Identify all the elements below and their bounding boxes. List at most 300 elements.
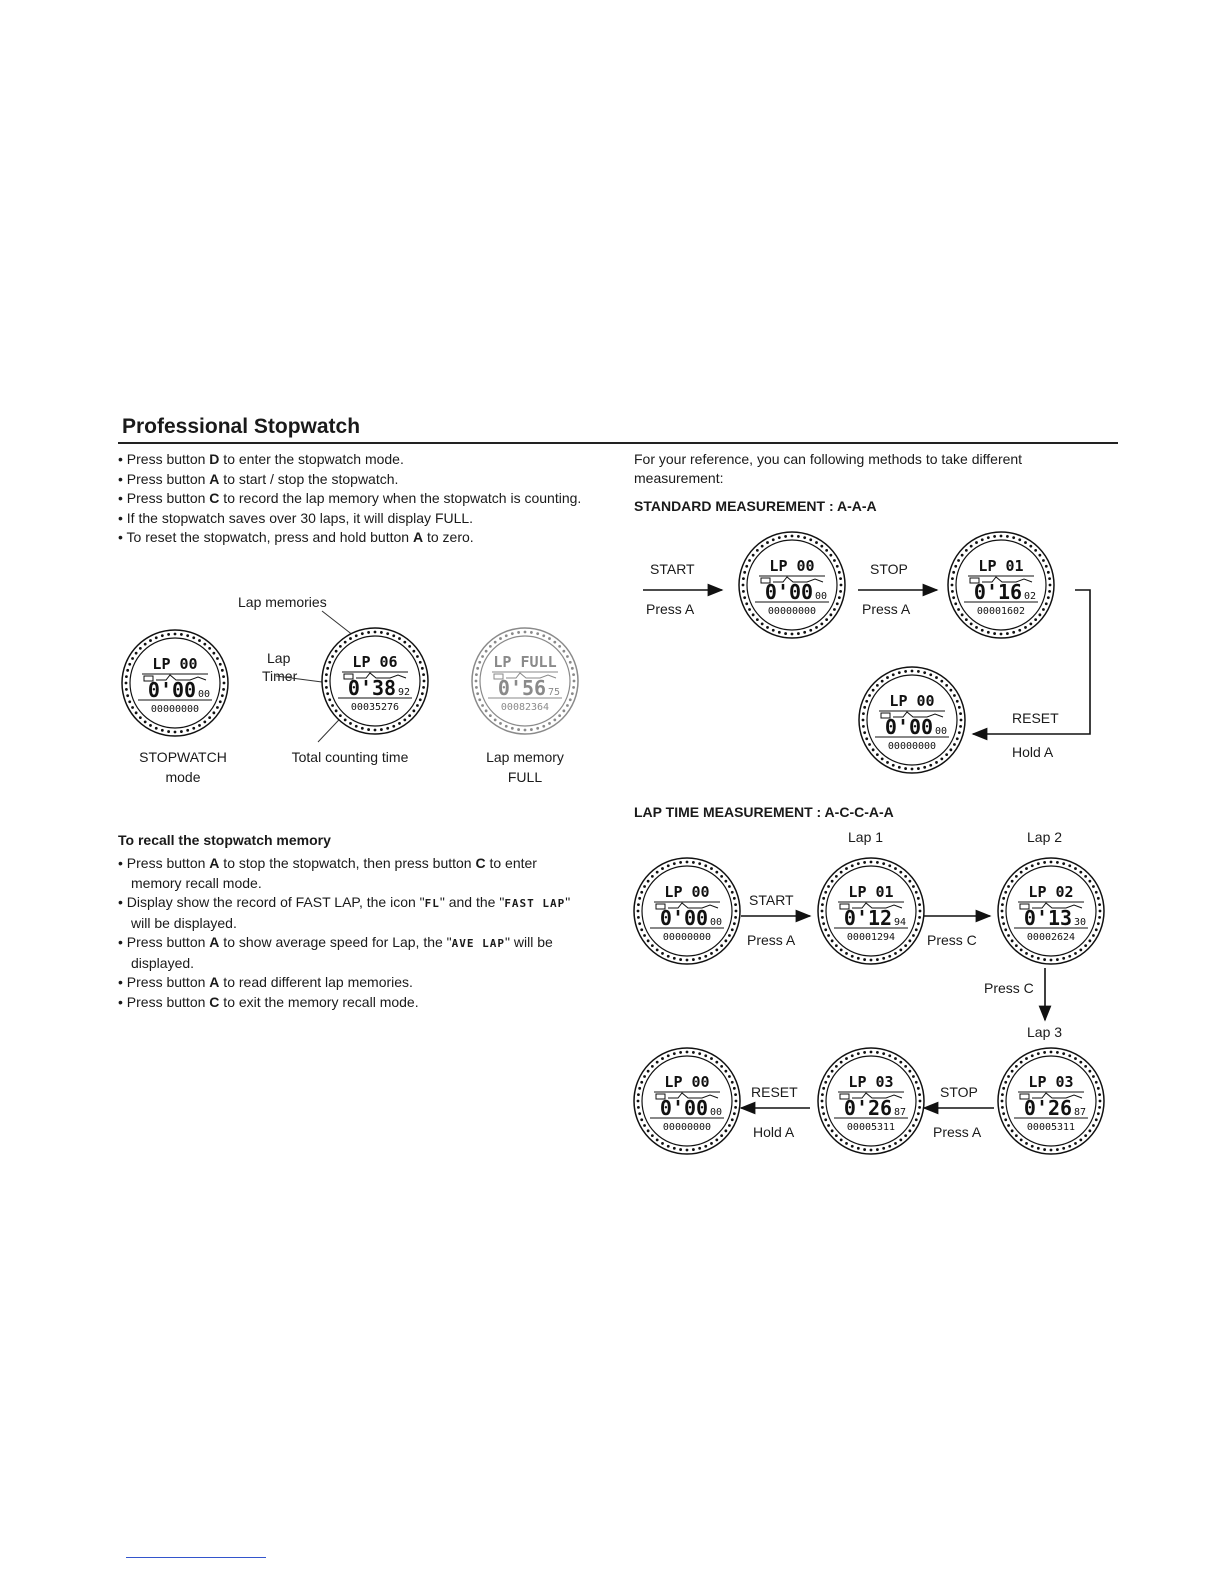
bezel-dot — [1099, 910, 1102, 913]
bezel-dot — [863, 1051, 866, 1054]
bezel-dot — [1011, 880, 1014, 883]
bezel-dot — [863, 731, 866, 734]
lcd-top-text: LP 03 — [1028, 1073, 1074, 1091]
bezel-dot — [643, 934, 646, 937]
bezel-dot — [161, 634, 164, 637]
bezel-dot — [831, 1070, 834, 1073]
bezel-dot — [915, 928, 918, 931]
bezel-dot — [638, 1112, 641, 1115]
bezel-dot — [326, 667, 329, 670]
watch-face-svg — [632, 1046, 742, 1156]
bezel-dot — [821, 1100, 824, 1103]
bezel-dot — [212, 652, 215, 655]
bezel-dot — [192, 727, 195, 730]
bezel-dot — [1068, 1145, 1071, 1148]
bezel-dot — [679, 861, 682, 864]
bezel-dot — [822, 1087, 825, 1090]
lcd-main-time: 0'00 — [659, 1096, 709, 1120]
bezel-dot — [494, 718, 497, 721]
bezel-dot — [476, 692, 479, 695]
bezel-dot — [667, 1054, 670, 1057]
bezel-dot — [929, 673, 932, 676]
bezel-dot — [870, 1051, 873, 1054]
bezel-dot — [803, 631, 806, 634]
bezel-dot — [911, 670, 914, 673]
bezel-dot — [1097, 922, 1100, 925]
bezel-dot — [656, 871, 659, 874]
bezel-dot — [1006, 535, 1009, 538]
bezel-dot — [886, 676, 889, 679]
bezel-dot — [128, 663, 131, 666]
bezel-dot — [386, 727, 389, 730]
lcd-hundredths: 00 — [814, 591, 828, 602]
bezel-dot — [761, 545, 764, 548]
bezel-dot — [1025, 952, 1028, 955]
full-caption-1: Lap memory — [486, 749, 564, 765]
bezel-dot — [135, 711, 138, 714]
bezel-dot — [572, 686, 575, 689]
bezel-dot — [1079, 1138, 1082, 1141]
bezel-dot — [960, 719, 963, 722]
bezel-dot — [1056, 958, 1059, 961]
intro-bullet: • Press button D to enter the stopwatch mode. — [118, 450, 588, 470]
bezel-dot — [558, 645, 561, 648]
bezel-dot — [821, 903, 824, 906]
bezel-dot — [155, 727, 158, 730]
bezel-dot — [355, 634, 358, 637]
bezel-dot — [820, 622, 823, 625]
bezel-dot — [1034, 549, 1037, 552]
bezel-dot — [679, 1051, 682, 1054]
recall-bullet: • Press button C to exit the memory recall mode. — [118, 993, 588, 1013]
bezel-dot — [904, 670, 907, 673]
bezel-dot — [715, 948, 718, 951]
bezel-dot — [1088, 1129, 1091, 1132]
bezel-dot — [530, 631, 533, 634]
bezel-dot — [128, 700, 131, 703]
bezel-dot — [965, 618, 968, 621]
lcd-total-time: 00000000 — [662, 1122, 712, 1133]
lcd-total-time: 00001294 — [846, 932, 896, 943]
bezel-dot — [915, 1118, 918, 1121]
bezel-dot — [167, 730, 170, 733]
lcd-hundredths: 00 — [934, 726, 948, 737]
bezel-dot — [548, 637, 551, 640]
bezel-dot — [637, 1106, 640, 1109]
bezel-dot — [821, 1093, 824, 1096]
lcd-main-time: 0'00 — [764, 580, 814, 604]
bezel-dot — [673, 1052, 676, 1055]
bezel-dot — [1062, 957, 1065, 960]
bezel-dot — [704, 1054, 707, 1057]
bezel-dot — [155, 636, 158, 639]
bezel-dot — [331, 704, 334, 707]
bezel-dot — [894, 1142, 897, 1145]
bezel-dot — [825, 549, 828, 552]
bezel-dot — [412, 709, 415, 712]
bezel-dot — [863, 958, 866, 961]
bezel-dot — [1038, 613, 1041, 616]
bezel-dot — [1025, 1057, 1028, 1060]
bezel-dot — [868, 743, 871, 746]
bezel-dot — [959, 712, 962, 715]
bezel-dot — [865, 737, 868, 740]
bezel-dot — [422, 686, 425, 689]
bezel-dot — [912, 885, 915, 888]
bezel-dot — [1045, 602, 1048, 605]
bezel-dot — [908, 880, 911, 883]
bezel-dot — [569, 698, 572, 701]
watch-face-svg — [816, 1046, 926, 1156]
bezel-dot — [403, 718, 406, 721]
bezel-dot — [558, 714, 561, 717]
bezel-dot — [898, 766, 901, 769]
bezel-dot — [126, 694, 129, 697]
bezel-dot — [734, 1106, 737, 1109]
bezel-dot — [912, 1075, 915, 1078]
watch-face-svg — [946, 530, 1056, 640]
bezel-dot — [553, 641, 556, 644]
bezel-dot — [1024, 541, 1027, 544]
bezel-dot — [862, 719, 865, 722]
bezel-dot — [752, 554, 755, 557]
watch-lt-lap1 — [816, 856, 926, 971]
bezel-dot — [1020, 1061, 1023, 1064]
bezel-dot — [710, 952, 713, 955]
bezel-dot — [667, 1145, 670, 1148]
bezel-dot — [1092, 1075, 1095, 1078]
fast-lap-icon: FL — [424, 897, 440, 910]
lcd-total-time: 00001602 — [976, 606, 1026, 617]
lt-press-c-1: Press C — [927, 932, 977, 948]
bezel-dot — [835, 875, 838, 878]
bezel-dot — [745, 565, 748, 568]
bezel-dot — [957, 559, 960, 562]
bezel-dot — [566, 704, 569, 707]
bezel-dot — [524, 631, 527, 634]
bezel-dot — [367, 631, 370, 634]
bezel-dot — [637, 910, 640, 913]
bezel-dot — [870, 1149, 873, 1152]
bezel-dot — [710, 1142, 713, 1145]
bezel-dot — [637, 916, 640, 919]
bezel-dot — [419, 661, 422, 664]
lcd-hundredths: 00 — [709, 917, 723, 928]
bezel-dot — [840, 871, 843, 874]
bezel-dot — [692, 1051, 695, 1054]
bezel-dot — [643, 885, 646, 888]
lcd-total-time: 00000000 — [887, 741, 937, 752]
watch-face-svg — [996, 1046, 1106, 1156]
lcd-top-text: LP 00 — [889, 692, 935, 710]
bezel-dot — [827, 934, 830, 937]
bezel-dot — [647, 1129, 650, 1132]
bezel-dot — [917, 670, 920, 673]
bezel-dot — [1074, 952, 1077, 955]
bezel-dot — [511, 727, 514, 730]
bezel-dot — [1024, 626, 1027, 629]
lt-hold-a: Hold A — [753, 1124, 795, 1140]
bezel-dot — [208, 647, 211, 650]
bezel-dot — [912, 934, 915, 937]
lcd-total-time: 00002624 — [1026, 932, 1076, 943]
bezel-dot — [836, 565, 839, 568]
bezel-dot — [485, 709, 488, 712]
bezel-dot — [940, 680, 943, 683]
bezel-dot — [1074, 1142, 1077, 1145]
watch-face-svg — [320, 626, 430, 736]
bezel-dot — [1004, 891, 1007, 894]
bezel-dot — [1097, 897, 1100, 900]
bezel-dot — [724, 880, 727, 883]
bezel-dot — [125, 682, 128, 685]
lcd-main-time: 0'00 — [659, 906, 709, 930]
bezel-dot — [423, 680, 426, 683]
bezel-dot — [1098, 903, 1101, 906]
bezel-dot — [125, 688, 128, 691]
bezel-dot — [1029, 622, 1032, 625]
bezel-dot — [698, 862, 701, 865]
bezel-dot — [1084, 1134, 1087, 1137]
watch-std-reset — [857, 665, 967, 780]
bezel-dot — [344, 641, 347, 644]
bezel-dot — [499, 722, 502, 725]
bezel-dot — [720, 1134, 723, 1137]
bezel-dot — [1037, 862, 1040, 865]
bezel-dot — [957, 608, 960, 611]
bezel-dot — [1018, 629, 1021, 632]
bezel-dot — [876, 1148, 879, 1151]
bezel-dot — [335, 709, 338, 712]
bezel-dot — [339, 714, 342, 717]
recall-bullet: • Press button A to read different lap memories. — [118, 973, 588, 993]
bezel-dot — [715, 1061, 718, 1064]
bezel-dot — [748, 608, 751, 611]
bezel-dot — [876, 753, 879, 756]
bezel-dot — [899, 1138, 902, 1141]
bezel-dot — [1001, 903, 1004, 906]
bezel-dot — [731, 1081, 734, 1084]
bezel-dot — [710, 867, 713, 870]
lcd-top-text: LP 00 — [664, 883, 710, 901]
bezel-dot — [923, 671, 926, 674]
bezel-dot — [840, 1061, 843, 1064]
bezel-dot — [349, 722, 352, 725]
lcd-top-text: LP FULL — [493, 653, 557, 671]
bezel-dot — [1097, 1112, 1100, 1115]
bezel-dot — [144, 643, 147, 646]
bezel-dot — [398, 722, 401, 725]
bezel-dot — [416, 655, 419, 658]
bezel-dot — [572, 673, 575, 676]
bezel-dot — [408, 645, 411, 648]
bezel-dot — [553, 718, 556, 721]
bezel-dot — [536, 632, 539, 635]
bezel-dot — [959, 725, 962, 728]
bezel-dot — [1006, 632, 1009, 635]
bezel-dot — [1000, 633, 1003, 636]
bezel-dot — [1088, 1070, 1091, 1073]
bezel-dot — [728, 934, 731, 937]
lap1-label: Lap 1 — [848, 829, 884, 845]
bezel-dot — [478, 661, 481, 664]
bezel-dot — [825, 618, 828, 621]
watch-lt-lap2 — [996, 856, 1106, 971]
bezel-dot — [827, 1075, 830, 1078]
bezel-dot — [1088, 939, 1091, 942]
bezel-dot — [144, 720, 147, 723]
bezel-dot — [686, 1149, 689, 1152]
bezel-dot — [475, 686, 478, 689]
bezel-dot — [203, 720, 206, 723]
bezel-dot — [398, 637, 401, 640]
bezel-dot — [416, 704, 419, 707]
bezel-dot — [734, 916, 737, 919]
bezel-dot — [1037, 1052, 1040, 1055]
page-title: Professional Stopwatch — [122, 415, 361, 438]
bezel-dot — [335, 650, 338, 653]
bezel-dot — [1048, 577, 1051, 580]
bezel-dot — [686, 861, 689, 864]
bezel-dot — [1095, 1081, 1098, 1084]
intro-bullet: • Press button A to start / stop the stopwatch. — [118, 470, 588, 490]
lt-press-a-2: Press A — [933, 1124, 982, 1140]
bezel-dot — [1056, 1051, 1059, 1054]
bezel-dot — [135, 652, 138, 655]
bezel-dot — [904, 1134, 907, 1137]
lt-press-c-2: Press C — [984, 980, 1034, 996]
bezel-dot — [838, 596, 841, 599]
bezel-dot — [778, 536, 781, 539]
lcd-top-text: LP 03 — [848, 1073, 894, 1091]
bezel-dot — [1074, 1057, 1077, 1060]
bezel-dot — [1048, 590, 1051, 593]
bezel-dot — [1062, 1052, 1065, 1055]
bezel-dot — [894, 867, 897, 870]
lcd-hundredths: 75 — [547, 687, 561, 698]
bezel-dot — [638, 922, 641, 925]
bezel-dot — [149, 639, 152, 642]
bezel-dot — [1084, 1065, 1087, 1068]
bezel-dot — [1031, 864, 1034, 867]
bezel-dot — [1031, 1145, 1034, 1148]
bezel-dot — [898, 671, 901, 674]
bezel-dot — [1031, 955, 1034, 958]
bezel-dot — [888, 955, 891, 958]
bezel-dot — [908, 939, 911, 942]
bezel-dot — [918, 1093, 921, 1096]
std-stop-label: STOP — [870, 561, 908, 577]
bezel-dot — [724, 939, 727, 942]
bezel-dot — [911, 768, 914, 771]
bezel-dot — [517, 728, 520, 731]
bezel-dot — [710, 1057, 713, 1060]
bezel-dot — [970, 622, 973, 625]
bezel-dot — [894, 1057, 897, 1060]
bezel-dot — [186, 729, 189, 732]
bezel-dot — [821, 916, 824, 919]
bezel-dot — [831, 939, 834, 942]
bezel-dot — [743, 571, 746, 574]
bezel-dot — [692, 861, 695, 864]
bezel-dot — [958, 731, 961, 734]
bezel-dot — [536, 727, 539, 730]
bezel-dot — [745, 602, 748, 605]
bezel-dot — [742, 590, 745, 593]
bezel-dot — [908, 1129, 911, 1132]
bezel-dot — [815, 541, 818, 544]
bezel-dot — [1011, 1070, 1014, 1073]
bezel-dot — [742, 577, 745, 580]
bezel-dot — [882, 862, 885, 865]
timer-label: Timer — [262, 668, 298, 684]
bezel-dot — [987, 536, 990, 539]
lt-start-label: START — [749, 892, 794, 908]
bezel-dot — [1050, 1051, 1053, 1054]
bezel-dot — [876, 958, 879, 961]
bezel-dot — [571, 692, 574, 695]
bezel-dot — [1037, 1147, 1040, 1150]
bezel-dot — [845, 952, 848, 955]
bezel-dot — [640, 1118, 643, 1121]
bezel-dot — [993, 535, 996, 538]
bezel-dot — [735, 1100, 738, 1103]
bezel-dot — [761, 622, 764, 625]
lcd-total-time: 00000000 — [150, 704, 200, 715]
bezel-dot — [386, 632, 389, 635]
bezel-dot — [949, 748, 952, 751]
bezel-dot — [882, 957, 885, 960]
lcd-total-time: 00000000 — [662, 932, 712, 943]
bezel-dot — [704, 955, 707, 958]
bezel-dot — [720, 875, 723, 878]
bezel-dot — [174, 731, 177, 734]
bezel-dot — [822, 1112, 825, 1115]
bezel-dot — [993, 632, 996, 635]
bezel-dot — [704, 1145, 707, 1148]
bezel-dot — [656, 948, 659, 951]
std-press-a-2: Press A — [862, 601, 911, 617]
bezel-dot — [325, 686, 328, 689]
bezel-dot — [1020, 1138, 1023, 1141]
watch-std-stop — [946, 530, 1056, 645]
bezel-dot — [167, 633, 170, 636]
watch-face-svg — [120, 628, 230, 738]
bezel-dot — [198, 724, 201, 727]
bezel-dot — [1092, 1124, 1095, 1127]
bezel-dot — [821, 910, 824, 913]
bezel-dot — [836, 602, 839, 605]
bezel-dot — [748, 559, 751, 562]
recall-heading: To recall the stopwatch memory — [118, 832, 331, 848]
bezel-dot — [212, 711, 215, 714]
bezel-dot — [876, 861, 879, 864]
bezel-dot — [219, 663, 222, 666]
bezel-dot — [956, 700, 959, 703]
bezel-dot — [935, 761, 938, 764]
bezel-dot — [876, 684, 879, 687]
bezel-dot — [1007, 1124, 1010, 1127]
bezel-dot — [686, 1051, 689, 1054]
bezel-dot — [1084, 875, 1087, 878]
lcd-main-time: 0'26 — [1023, 1096, 1073, 1120]
bezel-dot — [1011, 1129, 1014, 1132]
bezel-dot — [511, 632, 514, 635]
bezel-dot — [953, 694, 956, 697]
bezel-dot — [686, 959, 689, 962]
bezel-dot — [661, 1057, 664, 1060]
bezel-dot — [1050, 1149, 1053, 1152]
